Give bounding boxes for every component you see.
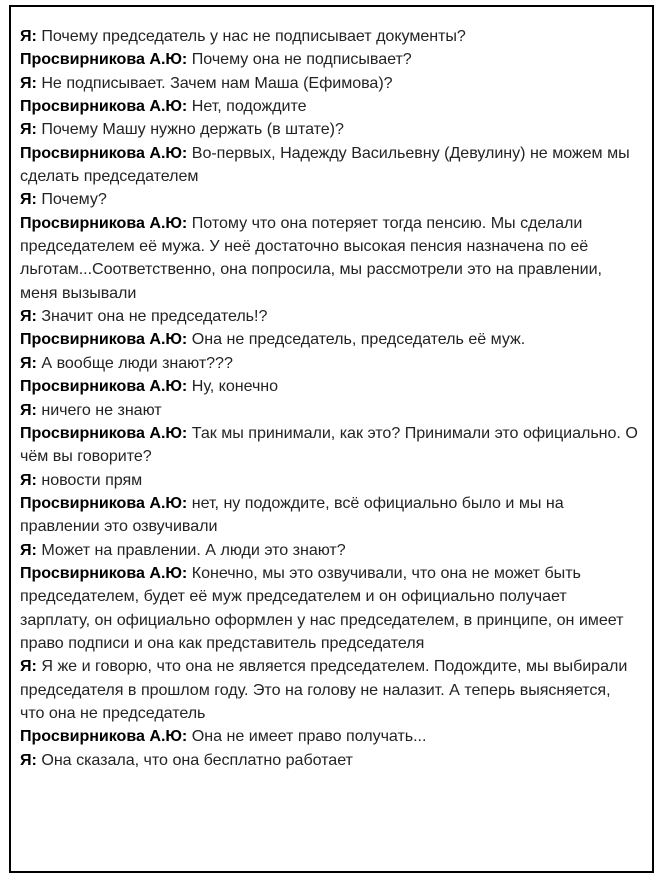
- speaker-label: Просвирникова А.Ю:: [20, 330, 188, 349]
- utterance-text: Она не имеет право получать...: [191, 727, 427, 746]
- utterance-text: новости прям: [41, 470, 143, 489]
- speaker-label: Просвирникова А.Ю:: [20, 377, 188, 396]
- speaker-label: Я:: [20, 657, 37, 676]
- utterance-text: Нет, подождите: [191, 97, 307, 116]
- utterance-text: Почему председатель у нас не подписывает документы?: [41, 27, 466, 45]
- dialogue-turn: [20, 422, 639, 469]
- utterance-text: Она сказала, что она бесплатно работает: [41, 750, 353, 769]
- utterance-text: А вообще люди знают???: [41, 353, 233, 372]
- utterance-text: Почему она не подписывает?: [191, 50, 412, 69]
- utterance-text: Я же и говорю, что она не является председателем. Подождите, мы выбирали председателя в прошлом году. Это на голову не налазит. А теперь выясняется, что она не председатель: [20, 657, 628, 722]
- dialogue-turn: [20, 328, 639, 351]
- dialogue-turn: [20, 655, 639, 725]
- dialogue-turn: [20, 72, 639, 95]
- speaker-label: Просвирникова А.Ю:: [20, 50, 188, 69]
- dialogue-turn: [20, 118, 639, 141]
- utterance-text: Она не председатель, председатель её муж.: [191, 330, 526, 349]
- transcript-text-body: [11, 7, 652, 782]
- dialogue-turn: [20, 25, 639, 48]
- dialogue-turn: [20, 95, 639, 118]
- dialogue-turn: [20, 399, 639, 422]
- utterance-text: Почему Машу нужно держать (в штате)?: [41, 120, 344, 139]
- dialogue-turn: [20, 562, 639, 655]
- speaker-label: Я:: [20, 750, 37, 769]
- dialogue-turn: [20, 212, 639, 305]
- dialogue-turn: [20, 142, 639, 189]
- speaker-label: Просвирникова А.Ю:: [20, 213, 188, 232]
- dialogue-turn: [20, 305, 639, 328]
- transcript-frame: [9, 5, 654, 873]
- dialogue-turn: [20, 469, 639, 492]
- utterance-text: Значит она не председатель!?: [41, 307, 268, 326]
- speaker-label: Я:: [20, 27, 37, 45]
- speaker-label: Просвирникова А.Ю:: [20, 97, 188, 116]
- utterance-text: Конечно, мы это озвучивали, что она не может быть председателем, будет её муж председателем и он официально получает зарплату, он официально оформлен у нас председателем, в принципе, он имеет право подписи и она как представитель председателя: [20, 563, 624, 652]
- utterance-text: Может на правлении. А люди это знают?: [41, 540, 346, 559]
- utterance-text: Во-первых, Надежду Васильевну (Девулину) не можем мы сделать председателем: [20, 143, 630, 186]
- speaker-label: Просвирникова А.Ю:: [20, 727, 188, 746]
- speaker-label: Я:: [20, 73, 37, 92]
- dialogue-turn: [20, 375, 639, 398]
- speaker-label: Я:: [20, 540, 37, 559]
- speaker-label: Я:: [20, 307, 37, 326]
- utterance-text: Не подписывает. Зачем нам Маша (Ефимова)?: [41, 73, 393, 92]
- speaker-label: Я:: [20, 353, 37, 372]
- speaker-label: Просвирникова А.Ю:: [20, 423, 188, 442]
- utterance-text: Ну, конечно: [191, 377, 279, 396]
- speaker-label: Я:: [20, 400, 37, 419]
- speaker-label: Я:: [20, 190, 37, 209]
- dialogue-turn: [20, 539, 639, 562]
- speaker-label: Просвирникова А.Ю:: [20, 563, 188, 582]
- speaker-label: Я:: [20, 470, 37, 489]
- dialogue-turn: [20, 188, 639, 211]
- speaker-label: Просвирникова А.Ю:: [20, 143, 188, 162]
- speaker-label: Я:: [20, 120, 37, 139]
- utterance-text: Потому что она потеряет тогда пенсию. Мы сделали председателем её мужа. У неё достаточно высокая пенсия назначена по её льготам...Соответственно, она попросила, мы рассмотрели это на правлении, меня вызывали: [20, 213, 602, 302]
- dialogue-turn: [20, 749, 639, 772]
- utterance-text: ничего не знают: [41, 400, 162, 419]
- dialogue-turn: [20, 48, 639, 71]
- dialogue-turn: [20, 352, 639, 375]
- speaker-label: Просвирникова А.Ю:: [20, 493, 188, 512]
- utterance-text: Так мы принимали, как это? Принимали это официально. О чём вы говорите?: [20, 423, 638, 466]
- dialogue-turn: [20, 725, 639, 748]
- utterance-text: Почему?: [41, 190, 107, 209]
- dialogue-turn: [20, 492, 639, 539]
- utterance-text: нет, ну подождите, всё официально было и мы на правлении это озвучивали: [20, 493, 564, 536]
